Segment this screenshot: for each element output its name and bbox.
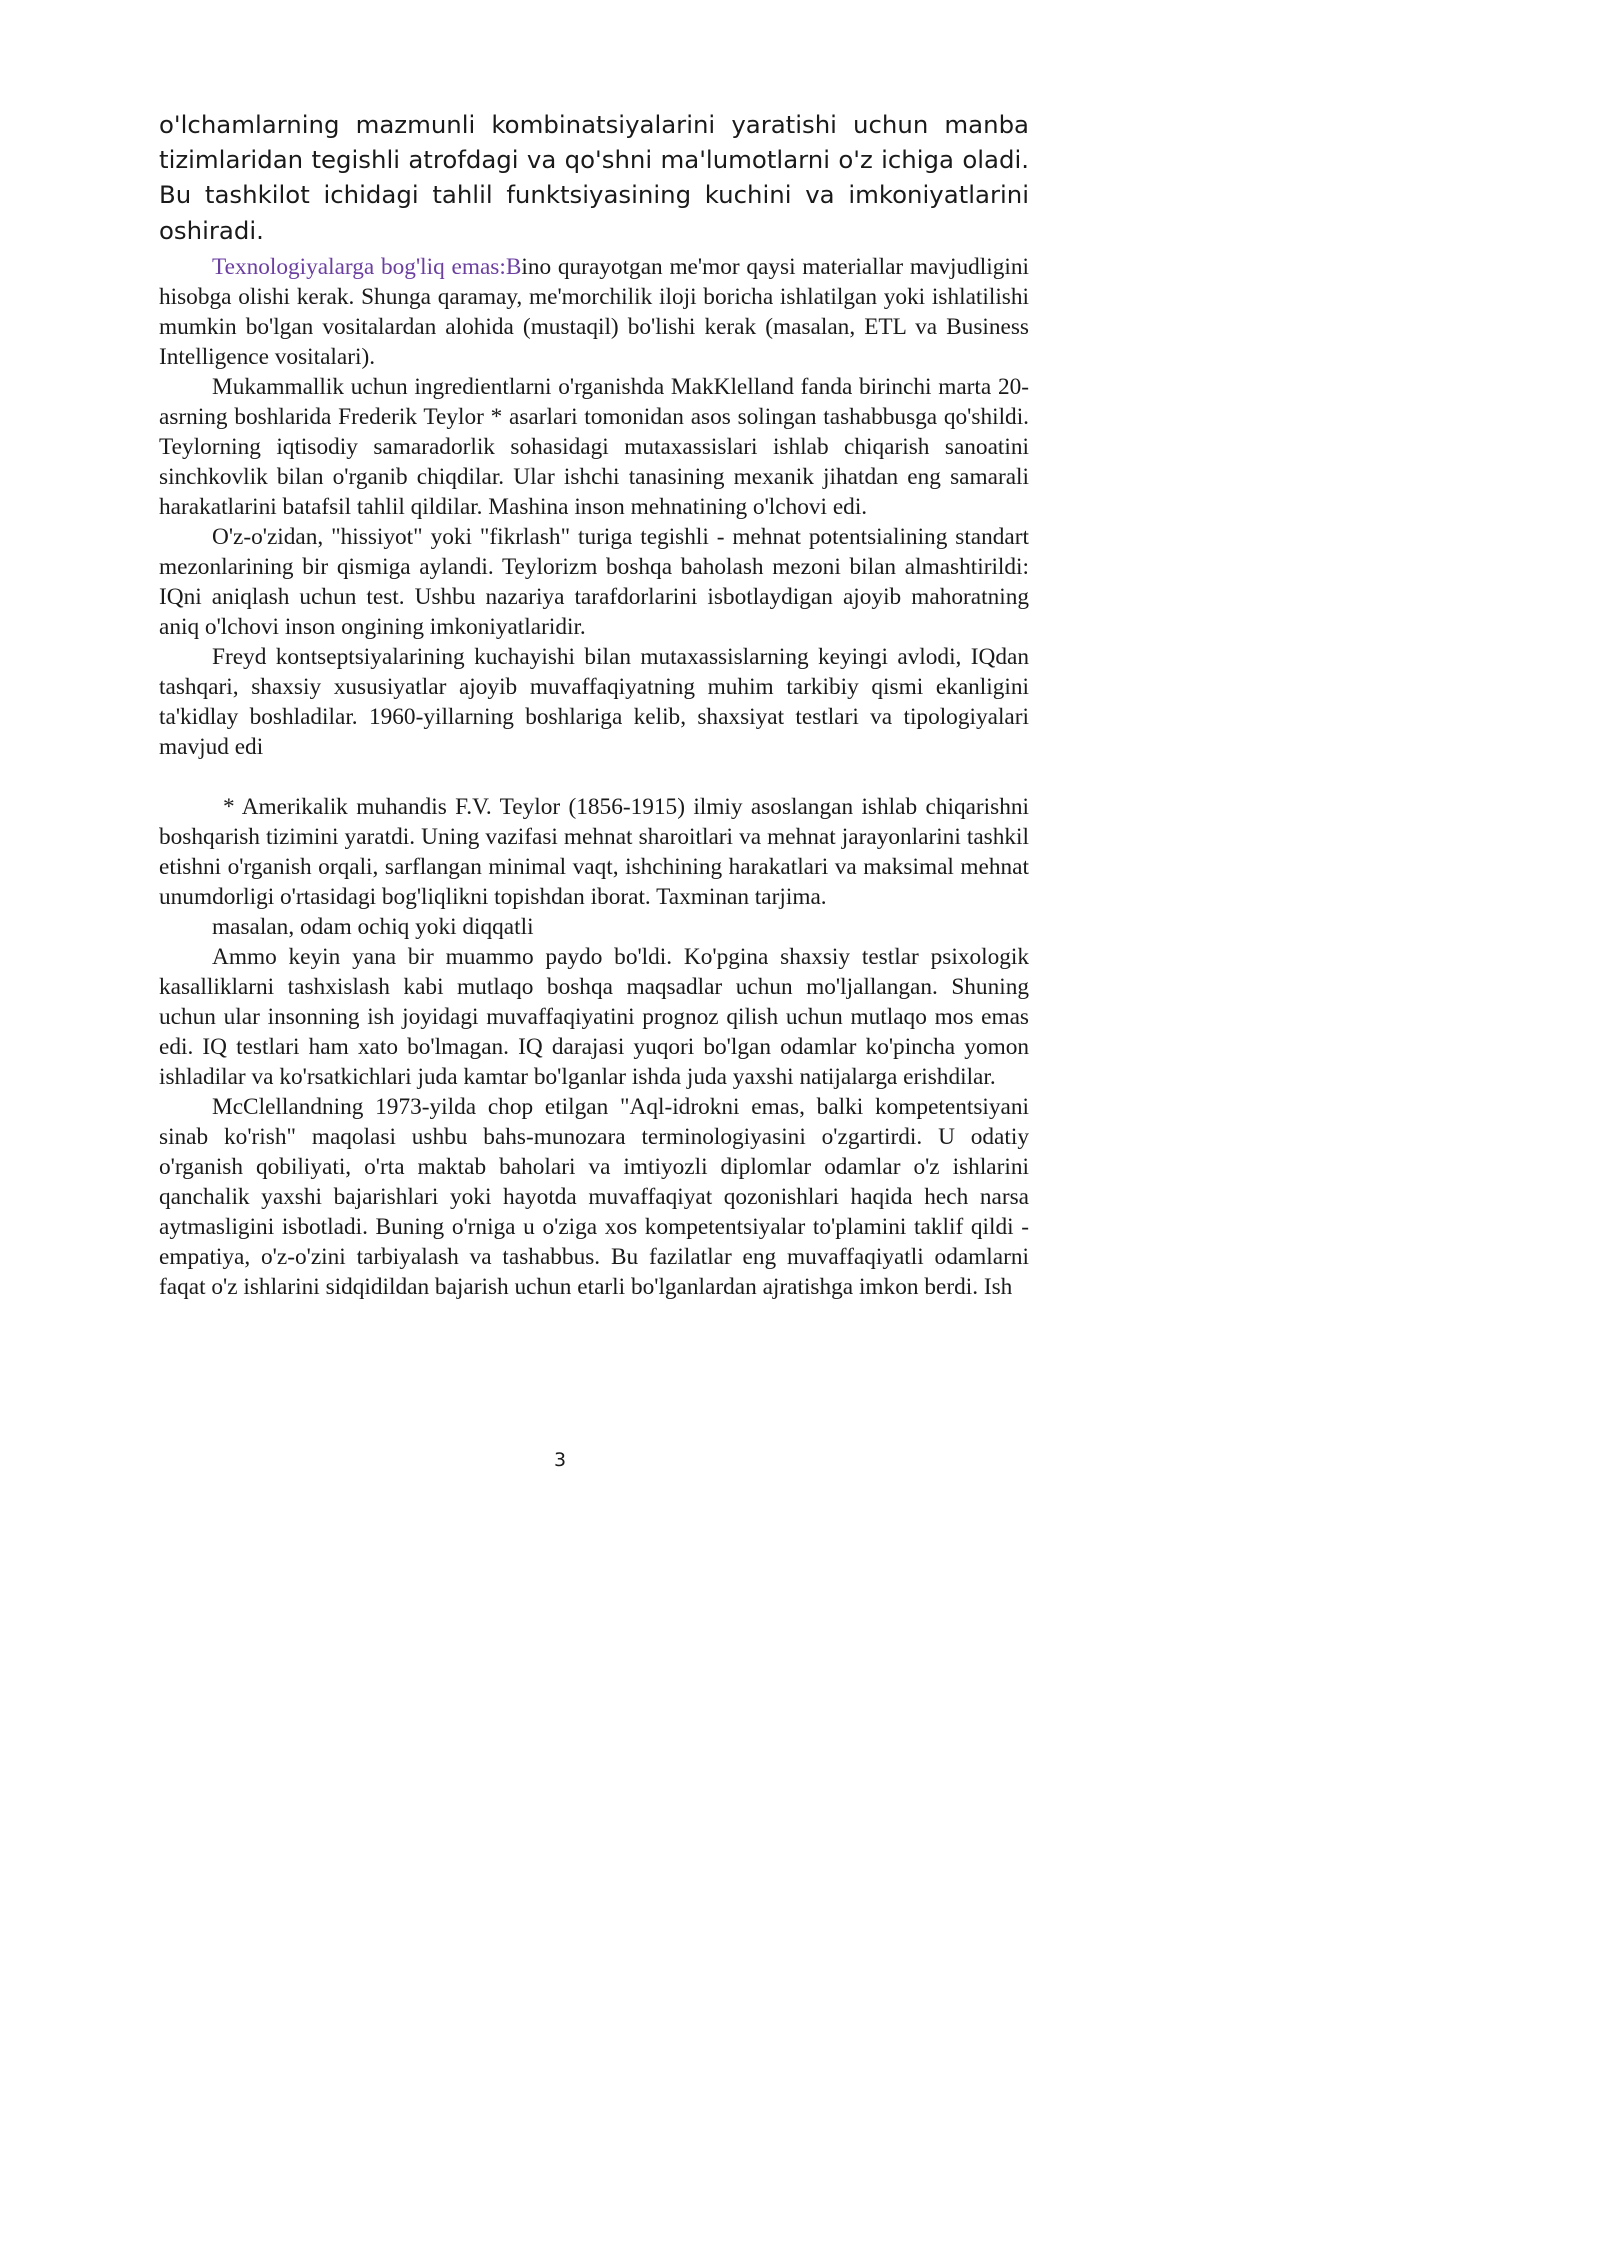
page-number: 3 [553,1449,567,1471]
intro-paragraph: o'lchamlarning mazmunli kombinatsiyalarini yaratishi uchun manba tizimlaridan tegishli atrofdagi va qo'shni ma'lumotlarni o'z ichiga oladi. Bu tashkilot ichidagi tahlil funktsiyasining kuchini va imkoniyatlarini oshiradi. [159,110,1029,245]
paragraph-example: masalan, odam ochiq yoki diqqatli [212,913,534,940]
technology-text: ino qurayotgan me'mor qaysi materiallar mavjudligini hisobga olishi kerak. Shunga qaramay, me'morchilik iloji boricha ishlatilgan yoki ishlatilishi mumkin bo'lgan vositalardan alohida (mustaqil) bo'lishi kerak (masalan, ETL va Business Intelligence vositalari). [159,253,1029,370]
paragraph-article: McClellandning 1973-yilda chop etilgan "Aql-idrokni emas, balki kompetentsiyani sinab ko'rish" maqolasi ushbu bahs-munozara terminologiyasini o'zgartirdi. U odatiy o'rganish qobiliyati, o'rta maktab baholari va imtiyozli diplomlar odamlar o'z ishlarini qanchalik yaxshi bajarishlari yoki hayotda muvaffaqiyat qozonishlari haqida hech narsa aytmasligini isbotladi. Buning o'rniga u o'ziga xos kompetentsiyalar to'plamini taklif qildi - empatiya, o'z-o'zini tarbiyalash va tashabbus. Bu fazilatlar eng muvaffaqiyatli odamlarni faqat o'z ishlarini sidqidildan bajarish uchun etarli bo'lganlardan ajratishga imkon berdi. Ish [159,1093,1029,1300]
paragraph-gap [159,762,1029,792]
technology-lead-phrase: Texnologiyalarga bog'liq emas:B [212,253,522,280]
paragraph-mcclelland-intro: Mukammallik uchun ingredientlarni o'rganishda MakKlelland fanda birinchi marta 20-asrning boshlarida Frederik Teylor * asarlari tomonidan asos solingan tashabbusga qo'shildi. Teylorning iqtisodiy samaradorlik sohasidagi mutaxassislari ishlab chiqarish sanoatini sinchkovlik bilan o'rganib chiqdilar. Ular ishchi tanasining mexanik jihatdan eng samarali harakatlarini batafsil tahlil qildilar. Mashina inson mehnatining o'lchovi edi. [159,373,1029,520]
paragraph-technology [159,252,1029,372]
paragraph-standards: O'z-o'zidan, "hissiyot" yoki "fikrlash" turiga tegishli - mehnat potentsialining standart mezonlarining bir qismiga aylandi. Teylorizm boshqa baholash mezoni bilan almashtirildi: IQni aniqlash uchun test. Ushbu nazariya tarafdorlarini isbotlaydigan ajoyib mahoratning aniq o'lchovi inson ongining imkoniyatlaridir. [159,523,1029,640]
footnote-taylor: * Amerikalik muhandis F.V. Teylor (1856-1915) ilmiy asoslangan ishlab chiqarishni boshqarish tizimini yaratdi. Uning vazifasi mehnat sharoitlari va mehnat jarayonlarini tashkil etishni o'rganish orqali, sarflangan minimal vaqt, ishchining harakatlari va maksimal mehnat unumdorligi o'rtasidagi bog'liqlikni topishdan iborat. Taxminan tarjima. [159,793,1029,910]
document-page [0,0,1120,1584]
paragraph-problem: Ammo keyin yana bir muammo paydo bo'ldi. Ko'pgina shaxsiy testlar psixologik kasalliklarni tashxislash kabi mutlaqo boshqa maqsadlar uchun mo'ljallangan. Shuning uchun ular insonning ish joyidagi muvaffaqiyatini prognoz qilish uchun mutlaqo mos emas edi. IQ testlari ham xato bo'lmagan. IQ darajasi yuqori bo'lgan odamlar ko'pincha yomon ishladilar va ko'rsatkichlari juda kamtar bo'lganlar ishda juda yaxshi natijalarga erishdilar. [159,943,1029,1090]
paragraph-freud: Freyd kontseptsiyalarining kuchayishi bilan mutaxassislarning keyingi avlodi, IQdan tashqari, shaxsiy xususiyatlar ajoyib muvaffaqiyatning muhim tarkibiy qismi ekanligini ta'kidlay boshladilar. 1960-yillarning boshlariga kelib, shaxsiyat testlari va tipologiyalari mavjud edi [159,643,1029,760]
page-body [159,107,1029,1302]
